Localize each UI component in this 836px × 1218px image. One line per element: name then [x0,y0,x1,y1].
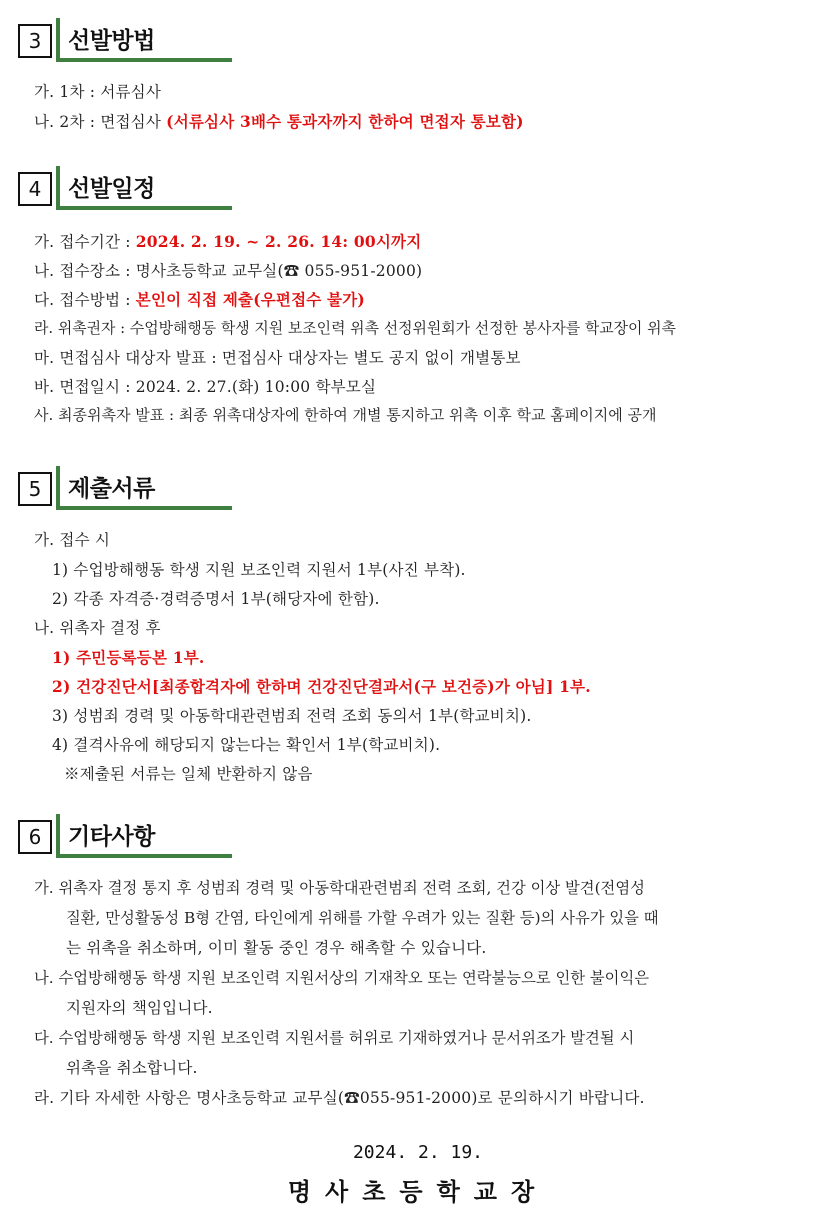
header-underline [56,854,232,858]
section-title: 제출서류 [68,476,155,502]
notice-line [64,762,313,784]
line-text: 나. 2차 : 면접심사 [34,113,167,131]
section-header [18,466,218,510]
text-line [34,317,676,338]
text-line [66,996,213,1018]
section-header [18,166,218,210]
header-accent-bar [56,466,60,508]
line-text: 3) 성범죄 경력 및 아동학대관련범죄 전력 조회 동의서 1부(학교비치). [52,707,532,725]
line-text: ※제출된 서류는 일체 반환하지 않음 [64,765,313,783]
text-line [66,906,659,928]
line-text: 2) 각종 자격증·경력증명서 1부(해당자에 한함). [52,590,380,608]
section-number: 3 [18,24,52,58]
section-title: 선발방법 [68,28,155,54]
line-text: 라. 위촉권자 : 수업방해행동 학생 지원 보조인력 위촉 선정위원회가 선정한 봉사자를 학교장이 위촉 [34,319,676,337]
text-line [34,876,645,898]
line-text: 4) 결격사유에 해당되지 않는다는 확인서 1부(학교비치). [52,736,441,754]
text-line [34,404,656,425]
section-number: 6 [18,820,52,854]
line-text: 가. 접수 시 [34,531,111,549]
text-line [34,966,649,988]
line-text: 위촉을 취소합니다. [66,1059,198,1077]
text-line [34,259,422,281]
text-line [52,675,591,697]
text-line [34,616,161,638]
header-accent-bar [56,814,60,856]
header-accent-bar [56,166,60,208]
line-highlight: 본인이 직접 제출(우편접수 불가) [135,290,365,309]
line-text: 사. 최종위촉자 발표 : 최종 위촉대상자에 한하여 개별 통지하고 위촉 이후 학교 홈페이지에 공개 [34,406,657,424]
section-header [18,814,218,858]
issuer-signature: 명사초등학교장 [287,1177,549,1206]
line-highlight: 2) 건강진단서[최종합격자에 한하며 건강진단결과서(구 보건증)가 아님] 1부. [52,677,591,696]
text-line [52,733,440,755]
line-highlight: 1) 주민등록등본 1부. [52,648,205,667]
section-title: 기타사항 [68,824,155,850]
line-highlight: 2024. 2. 19. ~ 2. 26. 14: 00시까지 [135,232,422,251]
line-text: 는 위촉을 취소하며, 이미 활동 중인 경우 해촉할 수 있습니다. [66,939,487,957]
header-underline [56,58,232,62]
line-highlight: (서류심사 3배수 통과자까지 한하여 면접자 통보함) [166,112,524,131]
header-underline [56,206,232,210]
text-line [34,346,521,368]
text-line [52,558,466,580]
line-text: 나. 접수장소 : 명사초등학교 교무실(☎ 055-951-2000) [34,262,423,280]
line-text: 가. 1차 : 서류심사 [34,83,162,101]
line-text: 다. 수업방해행동 학생 지원 보조인력 지원서를 허위로 기재하였거나 문서위조가 발견될 시 [34,1029,635,1047]
text-line [52,704,532,726]
section-title: 선발일정 [68,176,155,202]
text-line [34,288,365,310]
text-line [34,528,110,550]
text-line [66,936,487,958]
document-date: 2024. 2. 19. [352,1142,484,1163]
text-line [66,1056,198,1078]
text-line [34,375,376,397]
section-number: 5 [18,472,52,506]
line-text: 다. 접수방법 : [34,291,136,309]
line-text: 나. 위촉자 결정 후 [34,619,161,637]
line-text: 라. 기타 자세한 사항은 명사초등학교 교무실(☎055-951-2000)로 문의하시기 바랍니다. [34,1089,645,1107]
line-text: 질환, 만성활동성 B형 간염, 타인에게 위해를 가할 우려가 있는 질환 등)의 사유가 있을 때 [66,909,659,927]
text-line [52,587,380,609]
header-underline [56,506,232,510]
line-text: 1) 수업방해행동 학생 지원 보조인력 지원서 1부(사진 부착). [52,561,466,579]
section-number: 4 [18,172,52,206]
header-accent-bar [56,18,60,60]
text-line [34,1026,634,1048]
section-header [18,18,218,62]
text-line [52,646,205,668]
line-text: 지원자의 책임입니다. [66,999,213,1017]
line-text: 나. 수업방해행동 학생 지원 보조인력 지원서상의 기재착오 또는 연락불능으로 인한 불이익은 [34,969,650,987]
text-line [34,110,524,132]
line-text: 가. 접수기간 : [34,233,136,251]
line-text: 바. 면접일시 : 2024. 2. 27.(화) 10:00 학부모실 [34,378,377,396]
line-text: 마. 면접심사 대상자 발표 : 면접심사 대상자는 별도 공지 없이 개별통보 [34,349,521,367]
text-line [34,80,161,102]
text-line [34,1086,645,1108]
text-line [34,230,421,252]
line-text: 가. 위촉자 결정 통지 후 성범죄 경력 및 아동학대관련범죄 전력 조회, 건강 이상 발견(전염성 [34,879,645,897]
